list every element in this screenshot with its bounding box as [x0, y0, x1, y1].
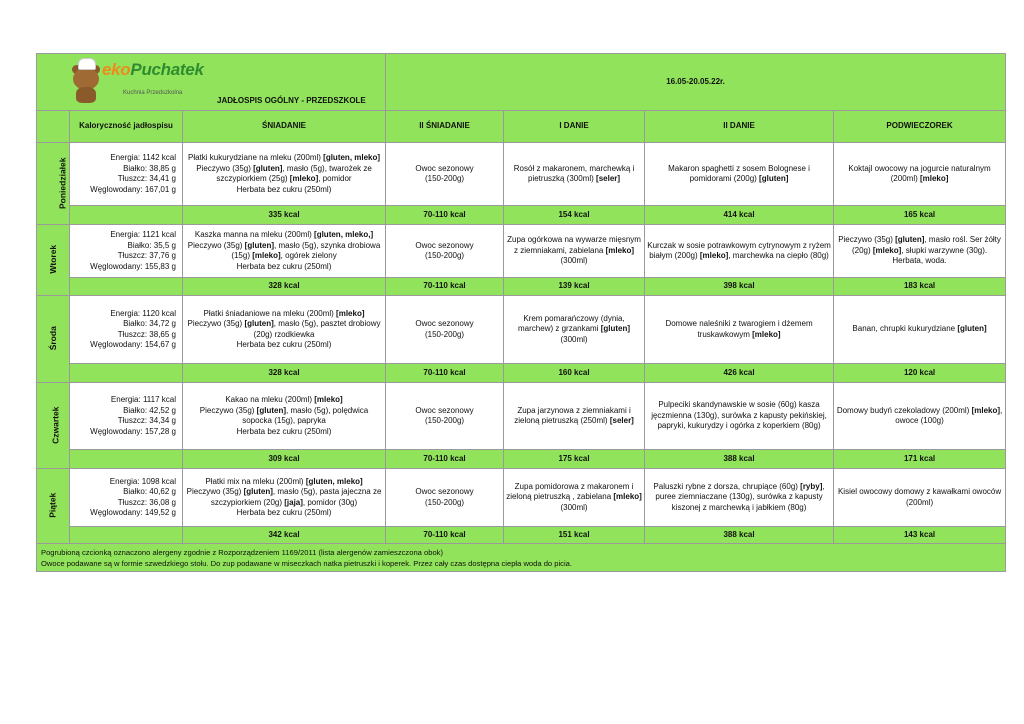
kcal-second-breakfast: 70-110 kcal — [386, 364, 504, 383]
column-header-first-course: I DANIE — [504, 111, 645, 143]
day-header — [37, 111, 70, 143]
kcal-row — [37, 364, 1006, 383]
day-name: Czwartek — [50, 406, 61, 444]
column-header-breakfast: ŚNIADANIE — [183, 111, 386, 143]
kcal-row — [37, 278, 1006, 296]
kcal-second-breakfast: 70-110 kcal — [386, 450, 504, 469]
day-row — [37, 225, 1006, 278]
kcal-first-course: 151 kcal — [504, 527, 645, 544]
kcal-first-course: 139 kcal — [504, 278, 645, 296]
nutrition-line: Białko: 40,62 g — [123, 487, 176, 496]
nutrition-line: Energia: 1117 kcal — [110, 395, 176, 404]
nutrition-line: Węglowodany: 154,67 g — [90, 340, 176, 349]
kcal-breakfast: 328 kcal — [183, 364, 386, 383]
menu-line: Pieczywo (35g) [gluten], masło (5g), twarożek ze szczypiorkiem (25g) [mleko], pomidor — [196, 163, 372, 183]
nutrition-line: Białko: 34,72 g — [123, 319, 176, 328]
nutrition-line: Białko: 35,5 g — [127, 240, 176, 250]
menu-line: Owoc sezonowy — [415, 163, 474, 173]
kcal-snack: 120 kcal — [834, 364, 1006, 383]
second-breakfast-cell — [386, 296, 504, 364]
menu-line: Zupa pomidorowa z makaronem i zieloną pietruszką , zabielana [mleko] (300ml) — [506, 481, 642, 512]
column-header-second-course: II DANIE — [645, 111, 834, 143]
second-course-cell — [645, 225, 834, 278]
snack-cell — [834, 296, 1006, 364]
kcal-spacer — [70, 278, 183, 296]
day-name-cell — [37, 469, 70, 544]
menu-line: Zupa jarzynowa z ziemniakami i zieloną pietruszką (250ml) [seler] — [514, 405, 634, 425]
kcal-breakfast: 335 kcal — [183, 206, 386, 225]
first-course-cell — [504, 225, 645, 278]
breakfast-cell — [183, 296, 386, 364]
second-breakfast-cell — [386, 225, 504, 278]
menu-line: (150-200g) — [424, 251, 465, 260]
nutrition-line: Energia: 1120 kcal — [110, 308, 176, 318]
menu-line: Paluszki rybne z dorsza, chrupiące (60g) [ryby], puree ziemniaczane (130g), surówka z kapusty kiszonej z marchewką i jabłkiem (80g) — [653, 481, 825, 512]
nutrition-line: Węglowodany: 157,28 g — [90, 426, 176, 436]
breakfast-cell — [183, 143, 386, 206]
kcal-snack: 165 kcal — [834, 206, 1006, 225]
day-row — [37, 383, 1006, 450]
menu-line: Płatki mix na mleku (200ml) [gluten, mleko] — [205, 476, 363, 486]
day-name: Poniedziałek — [57, 157, 68, 209]
kcal-spacer — [70, 206, 183, 225]
menu-line: Kurczak w sosie potrawkowym cytrynowym z ryżem białym (200g) [mleko], marchewka na ciepło (80g) — [647, 240, 831, 260]
menu-line: Pieczywo (35g) [gluten], masło (5g), pasztet drobiowy (20g) rzodkiewka — [187, 319, 381, 339]
kcal-second-breakfast: 70-110 kcal — [386, 206, 504, 225]
menu-line: Rosół z makaronem, marchewką i pietruszką (300ml) [seler] — [513, 163, 635, 183]
menu-line: Płatki kukurydziane na mleku (200ml) [gluten, mleko] — [187, 153, 381, 162]
nutrition-line: Tłuszcz: 34,34 g — [117, 416, 176, 425]
kcal-second-breakfast: 70-110 kcal — [386, 527, 504, 544]
snack-cell — [834, 225, 1006, 278]
menu-line: Koktajl owocowy na jogurcie naturalnym (200ml) [mleko] — [848, 163, 991, 183]
allergen-note: Pogrubioną czcionką oznaczono alergeny zgodnie z Rozporządzeniem 1169/2011 (lista alergenów zamieszczona obok) — [41, 547, 444, 557]
nutrition-line: Energia: 1142 kcal — [110, 153, 176, 162]
kcal-row — [37, 450, 1006, 469]
kcal-second-breakfast: 70-110 kcal — [386, 278, 504, 296]
kcal-first-course: 154 kcal — [504, 206, 645, 225]
first-course-cell — [504, 383, 645, 450]
nutrition-line: Tłuszcz: 37,76 g — [117, 251, 176, 260]
snack-cell — [834, 383, 1006, 450]
kcal-second-course: 426 kcal — [645, 364, 834, 383]
second-course-cell — [645, 383, 834, 450]
menu-line: Domowy budyń czekoladowy (200ml) [mleko], owoce (100g) — [836, 405, 1003, 425]
second-breakfast-cell — [386, 383, 504, 450]
kcal-first-course: 175 kcal — [504, 450, 645, 469]
menu-line: Herbata bez cukru (250ml) — [236, 184, 332, 194]
menu-title: JADŁOSPIS OGÓLNY - PRZEDSZKOLE — [217, 95, 366, 105]
menu-line: Kisiel owocowy domowy z kawałkami owoców (200ml) — [837, 487, 1002, 507]
menu-line: Herbata bez cukru (250ml) — [236, 426, 332, 436]
menu-line: Pieczywo (35g) [gluten], masło rośl. Ser żółty (20g) [mleko], słupki warzywne (30g). Herbata, woda. — [838, 235, 1001, 266]
menu-line: Domowe naleśniki z twarogiem i dżemem truskawkowym [mleko] — [665, 319, 813, 339]
menu-line: Herbata bez cukru (250ml) — [236, 508, 332, 517]
menu-line: (150-200g) — [424, 329, 465, 339]
kcal-row — [37, 206, 1006, 225]
menu-line: Płatki śniadaniowe na mleku (200ml) [mleko] — [203, 308, 365, 318]
menu-line: Owoc sezonowy — [415, 405, 474, 415]
menu-line: Kaszka manna na mleku (200ml) [gluten, mleko,] — [194, 230, 374, 239]
day-name-cell — [37, 296, 70, 383]
day-name: Piątek — [47, 492, 58, 519]
breakfast-cell — [183, 383, 386, 450]
serving-note: Owoce podawane są w formie szwedzkiego stołu. Do zup podawane w miseczkach natka pietruszki i koperek. Przez cały czas dostępna ciepła woda do picia. — [41, 558, 572, 568]
date-range: 16.05-20.05.22r. — [666, 76, 725, 86]
nutrition-line: Węglowodany: 149,52 g — [90, 508, 176, 517]
kcal-row — [37, 527, 1006, 544]
brand-name: ekoPuchatek — [102, 60, 204, 79]
kcal-breakfast: 342 kcal — [183, 527, 386, 544]
menu-line: Banan, chrupki kukurydziane [gluten] — [852, 324, 987, 334]
menu-line: (150-200g) — [424, 497, 465, 507]
breakfast-cell — [183, 469, 386, 527]
menu-line: Owoc sezonowy — [415, 240, 474, 250]
first-course-cell — [504, 469, 645, 527]
date-range-cell — [386, 54, 1006, 111]
column-header-calories: Kaloryczność jadłospisu — [70, 111, 183, 143]
kcal-first-course: 160 kcal — [504, 364, 645, 383]
kcal-spacer — [70, 364, 183, 383]
kcal-spacer — [70, 450, 183, 469]
menu-line: Krem pomarańczowy (dynia, marchew) z grzankami [gluten] (300ml) — [518, 313, 631, 344]
kcal-snack: 183 kcal — [834, 278, 1006, 296]
kcal-breakfast: 328 kcal — [183, 278, 386, 296]
kcal-snack: 143 kcal — [834, 527, 1006, 544]
nutrition-cell — [70, 383, 183, 450]
menu-line: (150-200g) — [424, 416, 465, 425]
nutrition-cell — [70, 296, 183, 364]
kcal-breakfast: 309 kcal — [183, 450, 386, 469]
kcal-second-course: 388 kcal — [645, 450, 834, 469]
day-row — [37, 469, 1006, 527]
header-title-cell — [37, 54, 386, 111]
menu-line: (150-200g) — [424, 174, 465, 183]
second-course-cell — [645, 469, 834, 527]
nutrition-line: Tłuszcz: 38,65 g — [117, 329, 176, 339]
menu-line: Herbata bez cukru (250ml) — [236, 261, 332, 271]
kcal-second-course: 388 kcal — [645, 527, 834, 544]
nutrition-line: Węglowodany: 167,01 g — [90, 184, 176, 194]
day-name-cell — [37, 143, 70, 225]
nutrition-line: Węglowodany: 155,83 g — [90, 261, 176, 271]
second-breakfast-cell — [386, 143, 504, 206]
second-breakfast-cell — [386, 469, 504, 527]
menu-line: Zupa ogórkowa na wywarze mięsnym z ziemniakami, zabielana [mleko] (300ml) — [507, 235, 641, 266]
footer-notes — [37, 544, 1006, 572]
menu-line: Pieczywo (35g) [gluten], masło (5g), polędwica sopocka (15g), papryka — [199, 405, 369, 425]
column-header-second-breakfast: II ŚNIADANIE — [386, 111, 504, 143]
menu-table — [36, 53, 1006, 572]
menu-line: Pieczywo (35g) [gluten], masło (5g), szynka drobiowa (15g) [mleko], ogórek zielony — [187, 240, 381, 260]
snack-cell — [834, 143, 1006, 206]
nutrition-line: Białko: 42,52 g — [123, 405, 176, 415]
brand-logo — [71, 57, 204, 105]
menu-line: Herbata bez cukru (250ml) — [236, 340, 332, 349]
menu-line: Pieczywo (35g) [gluten], masło (5g), pasta jajeczna ze szczypiorkiem (20g) [jaja], pomidor (30g) — [186, 487, 382, 507]
column-header-snack: PODWIECZOREK — [834, 111, 1006, 143]
kcal-spacer — [70, 527, 183, 544]
day-name: Wtorek — [47, 245, 58, 274]
kcal-snack: 171 kcal — [834, 450, 1006, 469]
brand-subtitle: Kuchnia Przedszkolna — [123, 90, 183, 96]
day-name-cell — [37, 225, 70, 296]
menu-line: Owoc sezonowy — [415, 319, 474, 328]
nutrition-line: Energia: 1121 kcal — [110, 230, 176, 239]
day-row — [37, 143, 1006, 206]
nutrition-cell — [70, 143, 183, 206]
menu-line: Kakao na mleku (200ml) [mleko] — [225, 395, 343, 404]
day-name: Środa — [47, 326, 58, 351]
kcal-second-course: 398 kcal — [645, 278, 834, 296]
first-course-cell — [504, 143, 645, 206]
nutrition-line: Tłuszcz: 34,41 g — [117, 174, 176, 183]
nutrition-line: Tłuszcz: 36,08 g — [117, 497, 176, 507]
nutrition-cell — [70, 225, 183, 278]
breakfast-cell — [183, 225, 386, 278]
menu-line: Pulpeciki skandynawskie w sosie (60g) kasza jęczmienna (130g), surówka z kapusty pekińskiej, papryki, kukurydzy i ogórka z koperkiem (80g) — [651, 400, 827, 431]
second-course-cell — [645, 296, 834, 364]
day-row — [37, 296, 1006, 364]
day-name-cell — [37, 383, 70, 469]
menu-line: Makaron spaghetti z sosem Bolognese i pomidorami (200g) [gluten] — [668, 163, 810, 183]
kcal-second-course: 414 kcal — [645, 206, 834, 225]
nutrition-line: Białko: 38,85 g — [123, 163, 176, 173]
snack-cell — [834, 469, 1006, 527]
menu-line: Owoc sezonowy — [415, 487, 474, 496]
first-course-cell — [504, 296, 645, 364]
second-course-cell — [645, 143, 834, 206]
nutrition-line: Energia: 1098 kcal — [109, 476, 176, 486]
bear-mascot-icon — [71, 59, 101, 103]
nutrition-cell — [70, 469, 183, 527]
